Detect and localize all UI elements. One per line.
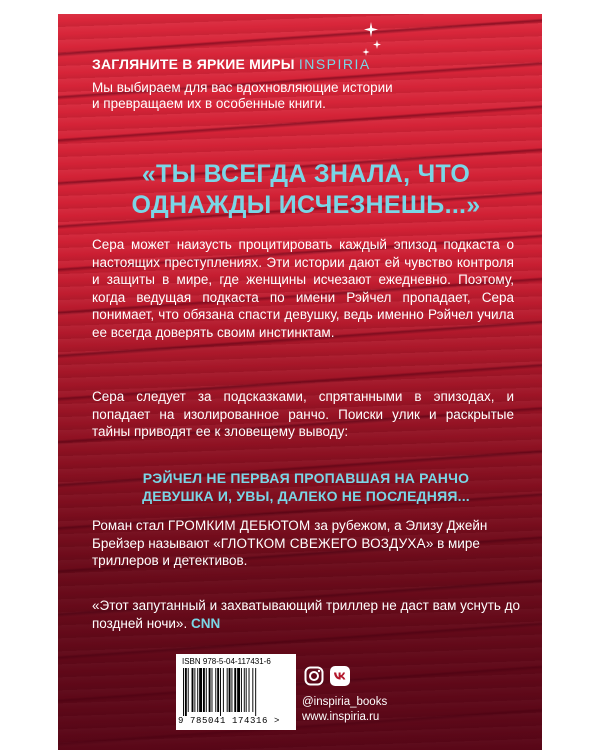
header-line: Мы выбираем для вас вдохновляющие истории [92,80,393,95]
barcode-bar [183,668,184,716]
barcode-bar [241,668,242,712]
barcode-bars [182,668,290,716]
barcode [176,654,296,730]
instagram-icon[interactable] [304,666,324,686]
review-source: CNN [190,615,221,631]
barcode-bar [249,668,250,712]
barcode-bar [188,668,189,712]
p3-caps-2: ГЛОТКОМ СВЕЖЕГО ВОЗДУХА [220,535,426,551]
barcode-bar [227,668,228,712]
review-quote [92,597,522,632]
barcode-bar [217,668,219,712]
barcode-bar [229,668,231,712]
blurb-paragraph-3 [92,517,522,570]
barcode-bar [192,668,194,712]
barcode-bar [215,668,216,712]
header-title [92,56,371,72]
highlight-statement [116,469,496,505]
highlight-line: РЭЙЧЕЛ НЕ ПЕРВАЯ ПРОПАВШАЯ НА РАНЧО [142,470,470,486]
barcode-bar [255,668,256,716]
barcode-bar [209,668,211,712]
barcode-bar [252,668,253,712]
barcode-bar [246,668,247,712]
header-line: и превращаем их в особенные книги. [92,96,326,111]
book-back-cover [58,14,542,750]
highlight-line: ДЕВУШКА И, УВЫ, ДАЛЕКО НЕ ПОСЛЕДНЯЯ... [142,488,470,504]
barcode-bar [185,668,187,716]
brand-name: INSPIRIA [298,56,371,72]
barcode-bar [223,668,224,712]
barcode-bar [203,668,205,712]
barcode-bar [199,668,202,712]
barcode-bar [244,668,245,712]
social-handle[interactable]: @inspiria_books [302,696,388,708]
review-text: «Этот запутанный и захватывающий триллер не даст вам уснуть до поздней ночи». [92,598,521,631]
tagline-line: ОДНАЖДЫ ИСЧЕЗНЕШЬ...» [131,191,481,219]
blurb-paragraph-1: Сера может наизусть процитировать каждый эпизод подкаста о настоящих преступлениях. Эти истории дают ей чувство контроля и защиты в мире, где женщины исчезают ежедневно. Поэтому, когда ведущая подкаста по имени Рэйчел пропадает, Сера понимает, что обязана спасти девушку, ведь именно Рэйчел учила ее всегда доверять своим инстинктам. [92,237,514,340]
vk-icon[interactable] [330,666,350,686]
barcode-bar [220,668,221,716]
p3-part-1: Роман стал [92,518,168,533]
sparkle-icon [358,20,384,60]
tagline-quote [116,159,496,221]
website-link[interactable]: www.inspiria.ru [302,711,380,723]
barcode-bar [206,668,207,712]
header-title-text: ЗАГЛЯНИТЕ В ЯРКИЕ МИРЫ [92,56,295,72]
p3-caps-1: ГРОМКИМ ДЕБЮТОМ [167,518,311,533]
barcode-digits: 9 785041 174316 > [178,716,281,726]
blurb-paragraph-2: Сера следует за подсказками, спрятанными в эпизодах, и попадает на изолированное ранчо. Поиски улик и раскрытые тайны приводят ее к зловещему выводу: [92,389,514,440]
isbn-label: ISBN 978-5-04-117431-6 [182,657,271,666]
barcode-bar [234,668,236,712]
tagline-line: «ТЫ ВСЕГДА ЗНАЛА, ЧТО [141,160,471,188]
p3-part-3: » в мире триллеров и детективов. [92,535,480,569]
p3-part-2: за рубежом, а Элизу Джейн Брейзер называют « [92,518,488,551]
barcode-bar [237,668,240,712]
barcode-bar [212,668,213,712]
barcode-bar [197,668,198,712]
barcode-bar [231,668,232,712]
barcode-bar [194,668,195,712]
header-description [92,80,522,112]
